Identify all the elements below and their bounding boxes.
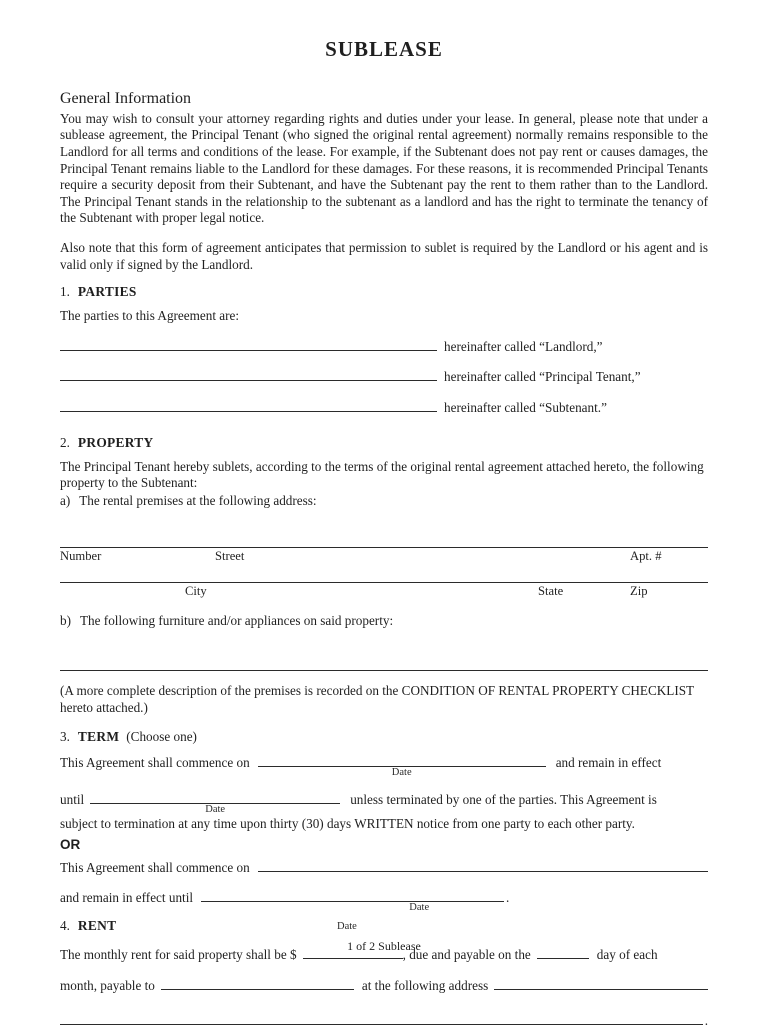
term-option1-commence-row	[60, 752, 708, 779]
choose-one-note: (Choose one)	[126, 729, 197, 745]
term-option1-until-row	[60, 789, 708, 815]
parties-intro: The parties to this Agreement are:	[60, 308, 240, 324]
principal-tenant-name-field[interactable]	[60, 366, 437, 381]
general-info-paragraph-2: Also note that this form of agreement anticipates that permission to sublet is required by the Landlord or his agent and is valid only if signed by the Landlord.	[60, 240, 708, 272]
subtenant-suffix-label: hereinafter called “Subtenant.”	[444, 400, 607, 416]
address-labels-row-2	[60, 583, 708, 599]
property-section-heading	[60, 435, 708, 452]
number-label: Number	[60, 549, 102, 564]
rent-section	[60, 918, 708, 1030]
section-2-title: PROPERTY	[77, 434, 154, 450]
rent-payee-prefix: month, payable to	[60, 977, 155, 993]
subtenant-row	[60, 397, 708, 417]
date-label: Date	[205, 803, 226, 815]
parties-section-heading	[60, 284, 708, 301]
street-label: Street	[215, 549, 245, 564]
page-footer: 1 of 2 Sublease	[347, 938, 421, 953]
principal-tenant-suffix-label: hereinafter called “Principal Tenant,”	[444, 369, 641, 385]
general-info-paragraph-1: You may wish to consult your attorney regarding rights and duties under your lease. In general, please note that under a sublease agreement, the Principal Tenant (who signed the original rental agreement) normally remains responsible to the Landlord for all terms and conditions of the lease. For example, if the Subtenant does not pay rent or causes damages, the Principal Tenant remains liable to the Landlord for these damages. For these reasons, it is recommended Principal Tenants require a security deposit from their Subtenant, and have the Subtenant pay the rent to them rather than to the Landlord. The Principal Tenant stands in the relationship to the subtenant as a landlord and has the right to terminate the tenancy of the Subtenant with proper legal notice.	[60, 110, 708, 226]
term1-commence-prefix: This Agreement shall commence on	[60, 755, 250, 771]
property-item-a	[60, 493, 708, 510]
item-b-text: The following furniture and/or appliances on said property:	[80, 613, 394, 629]
term2-commence-prefix: This Agreement shall commence on	[60, 860, 250, 876]
landlord-suffix-label: hereinafter called “Landlord,”	[444, 338, 603, 354]
date-label: Date	[391, 767, 412, 779]
term-commence-date-field[interactable]	[258, 752, 546, 767]
term-termination-clause: subject to termination at any time upon thirty (30) days WRITTEN notice from one party to each other party.	[60, 816, 635, 832]
section-3-title: TERM	[77, 729, 120, 745]
rent-day-suffix: day of each	[596, 947, 658, 963]
general-information-section	[60, 89, 708, 273]
address-number-street-apt-field[interactable]	[60, 533, 708, 548]
rent-address-text: at the following address	[361, 977, 489, 993]
parties-section	[60, 284, 708, 416]
furniture-appliances-field[interactable]	[60, 656, 708, 671]
date-label: Date	[409, 901, 430, 913]
term1-until-suffix: unless terminated by one of the parties. This Agreement is	[350, 791, 657, 807]
or-commence-date-field[interactable]	[258, 857, 708, 872]
or-until-date-field[interactable]	[201, 887, 504, 902]
section-1-title: PARTIES	[77, 284, 137, 300]
address-labels-row-1	[60, 548, 708, 564]
checklist-note: (A more complete description of the premises is recorded on the CONDITION OF RENTAL PROPERTY CHECKLIST hereto attached.)	[60, 683, 694, 715]
rent-address-continuation-row	[60, 1010, 708, 1030]
term1-commence-blank-wrap	[258, 752, 546, 779]
item-a-text: The rental premises at the following address:	[79, 492, 317, 508]
payment-address-continuation-field[interactable]	[60, 1010, 703, 1025]
landlord-row	[60, 336, 708, 356]
term2-until-blank-wrap	[201, 887, 504, 913]
term-section-heading	[60, 729, 708, 746]
payment-address-field[interactable]	[494, 975, 708, 990]
state-label: State	[538, 584, 564, 599]
section-3-number: 3.	[60, 729, 70, 745]
item-a-marker: a)	[60, 492, 71, 508]
rent-section-heading	[60, 918, 708, 935]
property-item-b	[60, 613, 708, 630]
term1-until-prefix: until	[60, 791, 85, 807]
apt-label: Apt. #	[630, 549, 662, 564]
section-2-number: 2.	[60, 434, 70, 450]
rent-amount-prefix: The monthly rent for said property shall be $	[60, 947, 297, 963]
payable-to-field[interactable]	[161, 975, 354, 990]
term2-until-prefix: and remain in effect until	[60, 889, 194, 905]
rent-due-text: , due and payable on the	[402, 947, 531, 963]
date-label: Date	[337, 921, 357, 933]
rent-payee-row	[60, 975, 708, 995]
rent-period: .	[704, 1013, 708, 1029]
term-section	[60, 729, 708, 913]
document-title: SUBLEASE	[325, 37, 443, 61]
section-4-title: RENT	[77, 918, 117, 934]
term2-period: .	[506, 889, 510, 905]
term1-until-blank-wrap	[90, 789, 340, 815]
item-b-marker: b)	[60, 613, 71, 629]
term-until-date-field[interactable]	[90, 789, 340, 804]
section-1-number: 1.	[60, 284, 70, 300]
term1-commence-suffix: and remain in effect	[555, 755, 662, 771]
or-label: OR	[60, 837, 81, 853]
landlord-name-field[interactable]	[60, 336, 437, 351]
term-option2-commence-row	[60, 857, 708, 877]
subtenant-name-field[interactable]	[60, 397, 437, 412]
city-label: City	[185, 584, 207, 599]
property-intro: The Principal Tenant hereby sublets, according to the terms of the original rental agreement attached hereto, the following property to the Subtenant:	[60, 458, 704, 491]
property-section	[60, 435, 708, 717]
section-4-number: 4.	[60, 918, 70, 934]
term-option2-until-row	[60, 887, 708, 913]
zip-label: Zip	[630, 584, 648, 599]
address-city-state-zip-field[interactable]	[60, 568, 708, 583]
principal-tenant-row	[60, 366, 708, 386]
general-information-heading: General Information	[60, 90, 192, 108]
